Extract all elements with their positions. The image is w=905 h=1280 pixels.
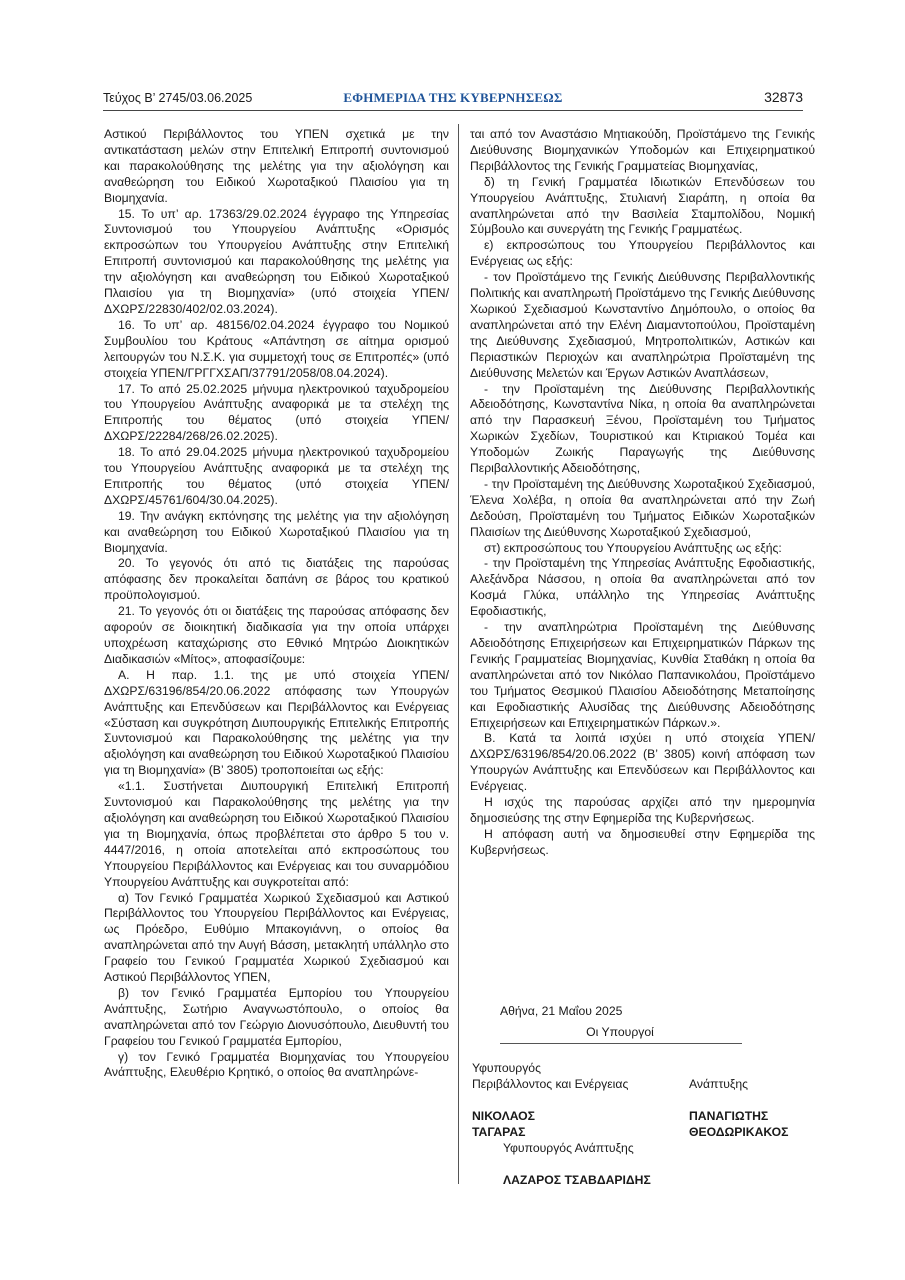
signature-title: Ανάπτυξης [689,1077,749,1091]
paragraph: «1.1. Συστήνεται Διυπουργική Επιτελική Επιτροπή Συντονισμού και Παρακολούθησης της μελέτης για την αξιολόγηση και αναθεώρηση του Ειδικού Χωροταξικού Πλαισίου για τη Βιομηχανία, όπως προβλέπεται στο άρθρο 5 του ν. 4447/2016, η οποία αποτελείται από εκπροσώπους του Υπουργείου Περιβάλλοντος και Ενέργειας και του συναρμόδιου Υπουργείου Ανάπτυξης και συγκροτείται από: [104,779,449,889]
left-column [104,127,449,1081]
paragraph: ται από τον Αναστάσιο Μητιακούδη, Προϊστάμενο της Γενικής Διεύθυνσης Βιομηχανικών Υποδομών και Επιχειρηματικού Περιβάλλοντος της Γενικής Γραμματείας Βιομηχανίας, [470,127,815,173]
paragraph: ε) εκπροσώπους του Υπουργείου Περιβάλλοντος και Ενέργειας ως εξής: [470,238,815,269]
paragraph: Α. Η παρ. 1.1. της με υπό στοιχεία ΥΠΕΝ/ΔΧΩΡΣ/63196/854/20.06.2022 απόφασης των Υπουργών Ανάπτυξης και Επενδύσεων και Περιβάλλοντος και Ενέργειας «Σύσταση και συγκρότηση Διυπουργικής Επιτελικής Επιτροπής Συντονισμού και Παρακολούθησης της μελέτης για την αξιολόγηση και αναθεώρηση του Ειδικού Χωροταξικού Πλαισίου για τη Βιομηχανία» (Β’ 3805) τροποποιείται ως εξής: [104,667,449,778]
paragraph: 18. Το από 29.04.2025 μήνυμα ηλεκτρονικού ταχυδρομείου του Υπουργείου Ανάπτυξης αναφορικά με τα στελέχη της Επιτροπής του θέματος (υπό στοιχεία ΥΠΕΝ/ΔΧΩΡΣ/45761/604/30.04.2025). [104,445,449,507]
paragraph: Η απόφαση αυτή να δημοσιευθεί στην Εφημερίδα της Κυβερνήσεως. [470,826,815,857]
paragraph: α) Τον Γενικό Γραμματέα Χωρικού Σχεδιασμού και Αστικού Περιβάλλοντος του Υπουργείου Περιβάλλοντος και Ενέργειας, ως Πρόεδρο, Ευθύμιο Μπακογιάννη, ο οποίος θα αναπληρώνεται από την Αυγή Βάσση, μετακλητή υπάλληλο στο Γραφείο του Γενικού Γραμματέα Χωρικού Σχεδιασμού και Αστικού Περιβάλλοντος ΥΠΕΝ, [104,890,449,985]
paragraph: β) τον Γενικό Γραμματέα Εμπορίου του Υπουργείου Ανάπτυξης, Σωτήριο Αναγνωστόπουλο, ο οποίος θα αναπληρώνεται από τον Γεώργιο Διονυσόπουλο, Διευθυντή του Γραφείου του Γενικού Γραμματέα Εμπορίου, [104,985,449,1048]
paragraph: στ) εκπροσώπους του Υπουργείου Ανάπτυξης ως εξής: [484,540,782,555]
paragraph: Αστικού Περιβάλλοντος του ΥΠΕΝ σχετικά με την αντικατάσταση μελών στην Επιτελική Επιτροπή συντονισμού και παρακολούθησης της μελέτης για την αξιολόγηση και αναθεώρηση του Ειδικού Χωροταξικού Πλαισίου για τη Βιομηχανία. [104,127,449,205]
paragraph: 21. Το γεγονός ότι οι διατάξεις της παρούσας απόφασης δεν αφορούν σε διοικητική διαδικασία για την οποία υπάρχει υποχρέωση καταχώρισης στο Εθνικό Μητρώο Διοικητικών Διαδικασιών «Μίτος», αποφασίζουμε: [104,604,449,666]
signature-minister-development [689,1076,788,1140]
page-header [103,88,803,110]
paragraph: Β. Κατά τα λοιπά ισχύει η υπό στοιχεία ΥΠΕΝ/ΔΧΩΡΣ/63196/854/20.06.2022 (Β’ 3805) κοινή απόφαση των Υπουργών Ανάπτυξης και Επενδύσεων και Περιβάλλοντος και Ενέργειας. [470,731,815,794]
paragraph: 15. Το υπ’ αρ. 17363/29.02.2024 έγγραφο της Υπηρεσίας Συντονισμού του Υπουργείου Ανάπτυξης «Ορισμός εκπροσώπων του Υπουργείου Ανάπτυξης στην Επιτελική Επιτροπή συντονισμού και παρακολούθησης της μελέτης για την αξιολόγηση και αναθεώρηση του Ειδικού Χωροταξικού Πλαισίου για τη Βιομηχανία» (υπό στοιχεία ΥΠΕΝ/ΔΧΩΡΣ/22830/402/02.03.2024). [104,206,449,316]
signature-name: ΘΕΟΔΩΡΙΚΑΚΟΣ [689,1125,789,1139]
issue-number: Τεύχος Β’ 2745/03.06.2025 [103,91,253,105]
column-divider [458,124,459,1184]
page-number: 32873 [764,89,803,105]
header-divider [103,110,803,111]
signature-name: ΤΑΓΑΡΑΣ [472,1125,526,1139]
right-column [470,127,815,859]
ministers-label: Οι Υπουργοί [586,1025,654,1039]
gazette-title: ΕΦΗΜΕΡΙΔΑ ΤΗΣ ΚΥΒΕΡΝΗΣΕΩΣ [343,90,563,105]
paragraph: 17. Το από 25.02.2025 μήνυμα ηλεκτρονικού ταχυδρομείου του Υπουργείου Ανάπτυξης αναφορικά με τα στελέχη της Επιτροπής του θέματος (υπό στοιχεία ΥΠΕΝ/ΔΧΩΡΣ/22284/268/26.02.2025). [104,381,449,444]
signature-title: Περιβάλλοντος και Ενέργειας [472,1077,629,1091]
paragraph: - την Προϊσταμένη της Υπηρεσίας Ανάπτυξης Εφοδιαστικής, Αλεξάνδρα Νάσσου, η οποία θα αναπληρώνεται από τον Κοσμά Γλύκα, υπάλληλο της Υπηρεσίας Ανάπτυξης Εφοδιαστικής, [470,556,815,619]
paragraph: 20. Το γεγονός ότι από τις διατάξεις της παρούσας απόφασης δεν προκαλείται δαπάνη σε βάρος του κρατικού προϋπολογισμού. [104,556,449,603]
paragraph: Η ισχύς της παρούσας αρχίζει από την ημερομηνία δημοσιεύσης της στην Εφημερίδα της Κυβερνήσεως. [470,795,815,825]
signature-deputy-development [503,1140,651,1188]
paragraph: - την Προϊσταμένη της Διεύθυνσης Χωροταξικού Σχεδιασμού, Έλενα Χολέβα, η οποία θα αναπληρώνεται από την Ζωή Δεδούση, Προϊσταμένη του Τμήματος Ειδικών Χωροταξικών Πλαισίων της Διεύθυνσης Χωροταξικού Σχεδιασμού, [470,476,815,539]
signature-name: ΛΑΖΑΡΟΣ ΤΣΑΒΔΑΡΙΔΗΣ [503,1173,651,1187]
signature-deputy-environment [472,1060,628,1140]
paragraph: 16. Το υπ’ αρ. 48156/02.04.2024 έγγραφο του Νομικού Συμβουλίου του Κράτους «Απάντηση σε αίτημα ορισμού λειτουργών του Ν.Σ.Κ. για συμμετοχή τους σε Επιτροπές» (υπό στοιχεία ΥΠΕΝ/ΓΡΓΓΧΣΑΠ/37791/2058/08.04.2024). [104,317,449,380]
paragraph: γ) τον Γενικό Γραμματέα Βιομηχανίας του Υπουργείου Ανάπτυξης, Ελευθέριο Κρητικό, ο οποίος θα αναπληρώνε- [104,1049,449,1080]
signing-date: Αθήνα, 21 Μαΐου 2025 [500,1004,623,1018]
paragraph: - την Προϊσταμένη της Διεύθυνσης Περιβαλλοντικής Αδειοδότησης, Κωνσταντίνα Νίκα, η οποία θα αναπληρώνεται από την Παρασκευή Ξένου, Προϊσταμένη του Τμήματος Χωρικών Σχεδίων, Τουριστικού και Κτιριακού Τομέα και Υποδομών Ζωικής Παραγωγής της Διεύθυνσης Περιβαλλοντικής Αδειοδότησης, [470,381,815,476]
paragraph: - την αναπληρώτρια Προϊσταμένη της Διεύθυνσης Αδειοδότησης Επιχειρήσεων και Επιχειρηματικών Πάρκων της Γενικής Γραμματείας Βιομηχανίας, Κυνθία Σταθάκη η οποία θα αναπληρώνεται από τον Νικόλαο Παπανικολάου, Προϊστάμενο του Τμήματος Θεσμικού Πλαισίου Αδειοδότησης Μεταποίησης και Εφοδιαστικής Αλυσίδας της Διεύθυνσης Αδειοδότησης Επιχειρήσεων και Επιχειρηματικών Πάρκων.». [470,620,815,730]
signature-name: ΠΑΝΑΓΙΩΤΗΣ [689,1109,769,1123]
paragraph: δ) τη Γενική Γραμματέα Ιδιωτικών Επενδύσεων του Υπουργείου Ανάπτυξης, Στυλιανή Σιαράπη, η οποία θα αναπληρώνεται από την Βασιλεία Σταμπολίδου, Νομική Σύμβουλο και συνεργάτη της Γενικής Γραμματέως. [470,174,815,237]
signature-name: ΝΙΚΟΛΑΟΣ [472,1109,535,1123]
paragraph: - τον Προϊστάμενο της Γενικής Διεύθυνσης Περιβαλλοντικής Πολιτικής και αναπληρωτή Προϊστάμενο της Γενικής Διεύθυνσης Χωρικού Σχεδιασμού Κωνσταντίνο Δημόπουλο, ο οποίος θα αναπληρώνεται από την Ελένη Διαμαντοπούλου, Προϊσταμένη της Διεύθυνσης Σχεδιασμού, Μητροπολιτικών, Αστικών και Περιαστικών Περιοχών και αναπληρώτρια Προϊσταμένη της Διεύθυνσης Μελετών και Έργων Αστικών Αναπλάσεων, [470,270,815,380]
signature-title: Υφυπουργός [472,1061,541,1075]
ministers-divider [500,1043,742,1044]
signature-title: Υφυπουργός Ανάπτυξης [503,1141,634,1155]
paragraph: 19. Την ανάγκη εκπόνησης της μελέτης για την αξιολόγηση και αναθεώρηση του Ειδικού Χωροταξικού Πλαισίου για τη Βιομηχανία. [104,508,449,555]
